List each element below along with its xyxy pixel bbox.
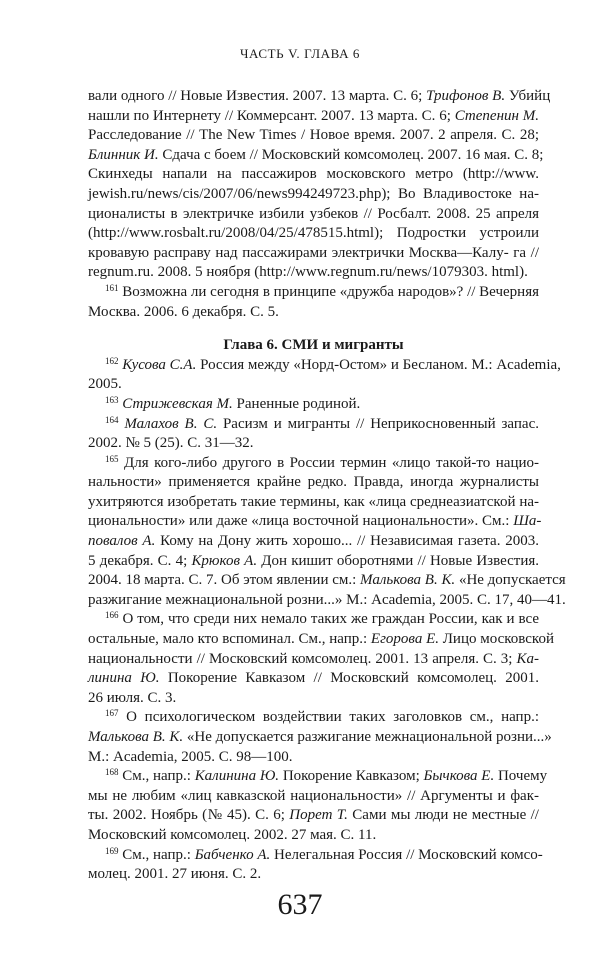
- text-segment: Лицо московской: [439, 631, 554, 648]
- text-segment: Возможна ли сегодня в принципе «дружба народов»? // Вечерняя: [118, 283, 539, 300]
- footnote: [88, 767, 548, 845]
- author-name: Крюков А.: [191, 552, 258, 569]
- text-segment: национальности // Московский комсомолец. 2001. 13 апреля. С. 3;: [88, 650, 517, 667]
- author-name: Малахов В. С.: [124, 415, 218, 432]
- footnotes-body: [88, 87, 566, 885]
- author-name: Ша-: [513, 513, 542, 530]
- footnote-number: 164: [105, 414, 119, 425]
- text-line: [88, 415, 539, 435]
- author-name: Малькова В. К.: [360, 572, 456, 589]
- footnote: [88, 610, 554, 708]
- text-segment: 2005.: [88, 376, 122, 393]
- running-head: ЧАСТЬ V. ГЛАВА 6: [239, 46, 361, 61]
- text-segment: остальные, мало кто вспоминал. См., напр.:: [88, 631, 371, 648]
- text-line: [88, 283, 539, 303]
- text-segment: Сдача с боем // Московский комсомолец. 2007. 16 мая. С. 8;: [158, 146, 544, 163]
- text-line: [88, 571, 566, 591]
- text-segment: Почему: [494, 768, 548, 785]
- text-line: [88, 552, 539, 572]
- text-line: [88, 454, 539, 474]
- text-line: [88, 263, 539, 283]
- text-segment: М.: Academia, 2005. С. 98—100.: [88, 748, 293, 765]
- author-name: линина Ю.: [88, 670, 160, 687]
- text-line: [88, 865, 539, 885]
- text-segment: Убийц: [505, 88, 551, 104]
- notes-chapter-5: [88, 87, 551, 322]
- author-name: Калинина Ю.: [194, 768, 280, 785]
- text-segment: 2004. 18 марта. С. 7. Об этом явлении см.:: [88, 572, 361, 589]
- text-segment: jewish.ru/news/cis/2007/06/news994249723.php); Во Владивостоке на-: [88, 185, 539, 202]
- text-segment: разжигание межнациональной розни...» М.: Academia, 2005. С. 17, 40—41.: [88, 591, 566, 608]
- text-line: [88, 205, 539, 225]
- text-segment: О том, что среди них немало таких же граждан России, как и все: [118, 611, 539, 628]
- text-segment: См., напр.:: [118, 768, 195, 785]
- text-line: [88, 126, 539, 146]
- text-line: [88, 650, 539, 670]
- text-line: [88, 146, 544, 166]
- footnote-number: 162: [105, 355, 119, 366]
- text-segment: нашли по Интернету // Коммерсант. 2007. 13 марта. С. 6;: [88, 107, 455, 124]
- text-line: [88, 87, 551, 107]
- author-name: Ка-: [516, 650, 539, 667]
- text-line: [88, 806, 539, 826]
- text-segment: циональности» или даже «лица восточной национальности». См.:: [88, 513, 514, 530]
- text-segment: Покорение Кавказом;: [279, 768, 424, 785]
- footnote-number: 161: [105, 282, 119, 293]
- author-name: Степенин М.: [454, 107, 539, 124]
- text-segment: Москва. 2006. 6 декабря. С. 5.: [88, 303, 279, 320]
- author-name: Порет Т.: [289, 807, 348, 824]
- footnote-number: 169: [105, 845, 119, 856]
- text-line: [88, 767, 548, 787]
- text-segment: См., напр.:: [118, 846, 195, 863]
- footnote-number: 165: [105, 453, 119, 464]
- text-segment: regnum.ru. 2008. 5 ноября (http://www.regnum.ru/news/1079303. html).: [88, 264, 528, 281]
- text-line: [88, 630, 554, 650]
- text-segment: Кому на Дону жить хорошо... // Независимая газета. 2003.: [155, 533, 540, 550]
- author-name: Трифонов В.: [426, 88, 506, 104]
- text-line: [88, 244, 539, 264]
- author-name: Бабченко А.: [194, 846, 271, 863]
- text-segment: вали одного // Новые Известия. 2007. 13 марта. С. 6;: [88, 88, 427, 104]
- footnote: [88, 283, 539, 322]
- text-line: [88, 708, 539, 728]
- text-line: [88, 512, 542, 532]
- text-segment: Для кого-либо другого в России термин «лицо такой-то нацио-: [118, 454, 539, 471]
- text-line: [88, 303, 539, 323]
- footnote: [88, 453, 566, 611]
- text-segment: «Не допускается: [455, 572, 566, 589]
- text-line: [88, 224, 539, 244]
- text-line: [88, 493, 539, 513]
- author-name: повалов А.: [88, 533, 156, 550]
- text-line: [88, 532, 539, 552]
- author-name: Бычкова Е.: [423, 768, 495, 785]
- text-line: [88, 375, 539, 395]
- footnote: [88, 845, 543, 885]
- text-segment: Дон кишит оборотнями // Новые Известия.: [257, 552, 539, 569]
- author-name: Кусова С.А.: [122, 356, 197, 373]
- text-segment: Скинхеды напали на пассажиров московского метро (http://www.: [88, 166, 539, 183]
- text-line: [88, 826, 539, 846]
- text-line: [88, 728, 552, 748]
- text-segment: мы не любим «лиц кавказской национальности» // Аргументы и фак-: [88, 787, 539, 804]
- text-segment: Россия между «Норд-Остом» и Бесланом. М.: Academia,: [196, 356, 561, 373]
- author-name: Егорова Е.: [370, 631, 439, 648]
- footnote-number: 167: [105, 708, 119, 719]
- footnote: [88, 708, 552, 767]
- text-segment: 5 декабря. С. 4;: [88, 552, 192, 569]
- text-line: [88, 787, 539, 807]
- text-segment: О психологическом воздействии таких заголовков см., напр.:: [118, 709, 539, 726]
- text-segment: ухитряются изобретать такие термины, как «лица среднеазиатской на-: [88, 493, 539, 510]
- footnote-number: 163: [105, 394, 119, 405]
- footnote: [88, 355, 561, 395]
- chapter-heading: Глава 6. СМИ и мигранты: [223, 337, 404, 354]
- text-segment: нальности» применяется крайне редко. Правда, иногда журналисты: [88, 474, 539, 491]
- text-line: [88, 610, 539, 630]
- text-line: [88, 845, 543, 866]
- text-line: [88, 591, 566, 611]
- author-name: Стрижевская М.: [122, 395, 233, 412]
- text-segment: молец. 2001. 27 июня. С. 2.: [88, 866, 262, 883]
- footnote-number: 166: [105, 610, 119, 621]
- text-segment: Расизм и мигранты // Неприкосновенный запас.: [217, 415, 539, 432]
- footnote: [88, 395, 539, 415]
- text-segment: 26 июля. С. 3.: [88, 689, 177, 706]
- author-name: Малькова В. К.: [88, 729, 184, 745]
- text-line: [88, 748, 539, 768]
- text-segment: Расследование // The New Times / Новое время. 2007. 2 апреля. С. 28;: [88, 127, 539, 144]
- text-line: [88, 689, 539, 709]
- text-segment: 2002. № 5 (25). С. 31—32.: [88, 435, 254, 452]
- footnote: [88, 415, 539, 454]
- text-segment: кровавую расправу над пассажирами электрички Москва—Калу- га //: [88, 244, 539, 261]
- page-number: 637: [277, 888, 323, 921]
- text-segment: ты. 2002. Ноябрь (№ 45). С. 6;: [88, 807, 290, 824]
- footnote: [88, 87, 551, 283]
- text-segment: «Не допускается разжигание межнациональной розни...»: [183, 729, 552, 745]
- text-segment: Нелегальная Россия // Московский комсо-: [270, 846, 543, 863]
- footnote-number: 168: [105, 767, 119, 778]
- text-line: [88, 185, 539, 205]
- text-line: [88, 434, 539, 454]
- text-segment: ционалисты в электричке избили узбеков // Росбалт. 2008. 25 апреля: [88, 205, 539, 222]
- text-line: [88, 165, 539, 185]
- text-segment: Раненные родиной.: [232, 395, 361, 412]
- notes-chapter-6: [88, 355, 566, 885]
- text-segment: Сами мы люди не местные //: [347, 807, 539, 824]
- text-line: [88, 355, 561, 376]
- text-segment: Московский комсомолец. 2002. 27 мая. С. 11.: [88, 826, 377, 843]
- author-name: Блинник И.: [88, 146, 159, 163]
- text-segment: (http://www.rosbalt.ru/2008/04/25/478515.html); Подростки устроили: [88, 225, 539, 242]
- text-line: [88, 107, 539, 127]
- text-line: [88, 395, 539, 415]
- text-line: [88, 473, 539, 493]
- text-line: [88, 669, 539, 689]
- text-segment: Покорение Кавказом // Московский комсомолец. 2001.: [159, 670, 539, 687]
